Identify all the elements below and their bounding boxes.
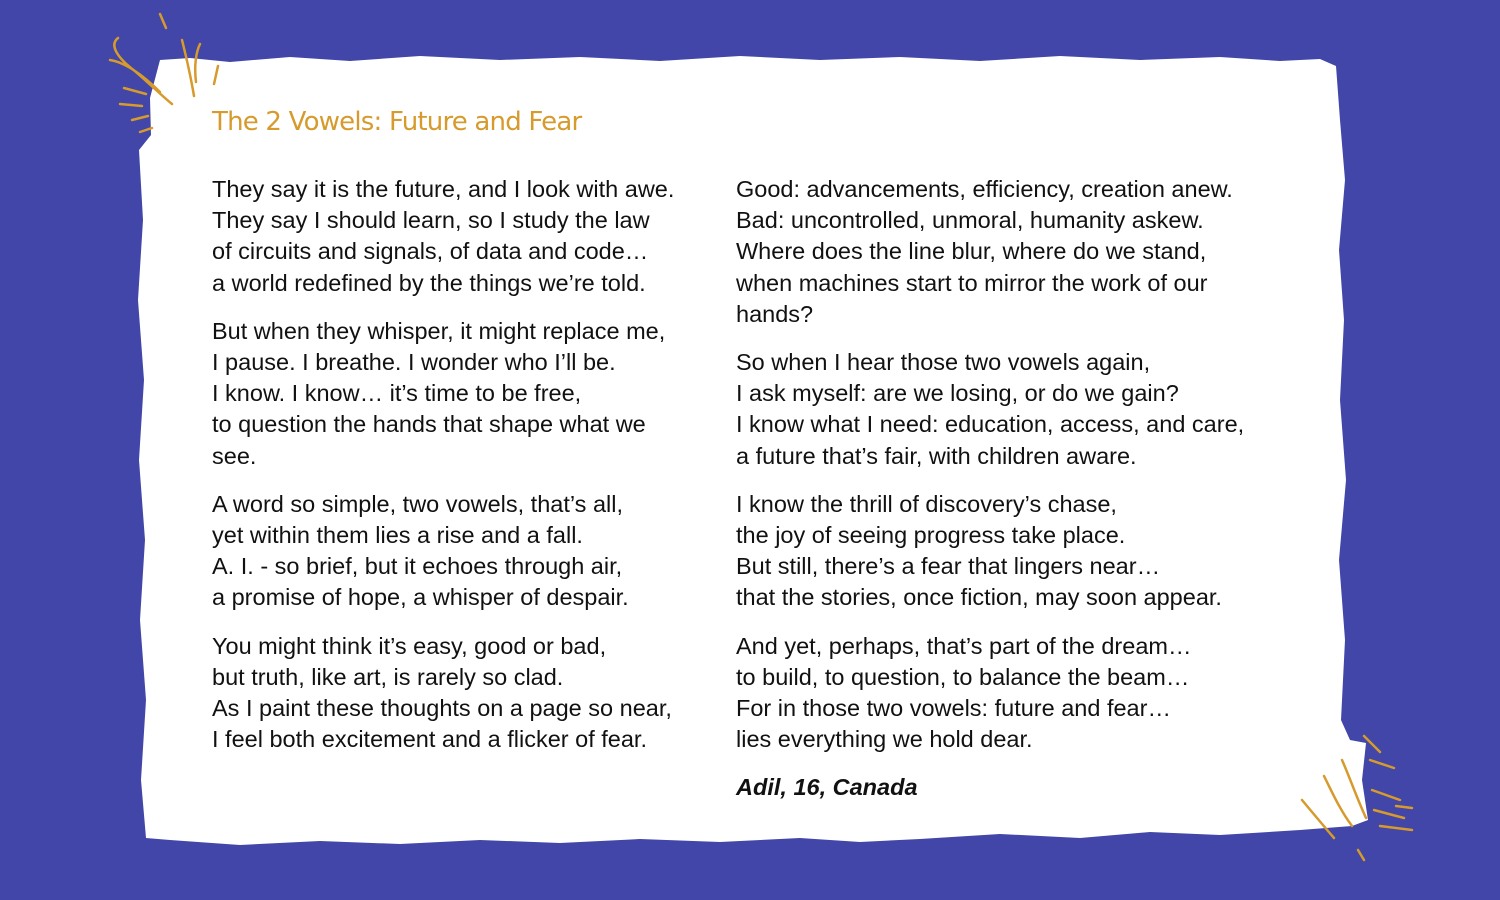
- poem-line: Good: advancements, efficiency, creation anew.: [736, 176, 1233, 202]
- poem-line: a promise of hope, a whisper of despair.: [212, 584, 629, 611]
- poem-line: So when I hear those two vowels again,: [736, 349, 1151, 376]
- stanza: [736, 174, 1296, 330]
- poem-line: And yet, perhaps, that’s part of the dream…: [736, 632, 1192, 659]
- poem-line: to question the hands that shape what we: [212, 411, 646, 438]
- poem-column-right: [736, 174, 1296, 804]
- stanza: [736, 347, 1296, 472]
- stanza: [212, 316, 772, 472]
- poem-line: A. I. - so brief, but it echoes through air,: [212, 553, 623, 580]
- poem-line: to build, to question, to balance the beam…: [736, 663, 1190, 690]
- poem-line: yet within them lies a rise and a fall.: [212, 522, 583, 549]
- poem-line: see.: [212, 442, 257, 469]
- poem-line: when machines start to mirror the work of our: [736, 269, 1208, 296]
- poem-line: a future that’s fair, with children aware.: [736, 442, 1137, 469]
- poem-line: For in those two vowels: future and fear…: [736, 695, 1171, 722]
- poem-line: a world redefined by the things we’re told.: [212, 269, 646, 296]
- poem-line: of circuits and signals, of data and code…: [212, 238, 649, 265]
- poem-line: They say it is the future, and I look with awe.: [212, 176, 675, 202]
- poem-line: I know what I need: education, access, and care,: [736, 411, 1245, 438]
- poem-title: The 2 Vowels: Future and Fear: [212, 107, 582, 137]
- poem-line: I pause. I breathe. I wonder who I’ll be.: [212, 349, 616, 376]
- stanza: [736, 489, 1296, 614]
- poem-line: You might think it’s easy, good or bad,: [212, 632, 607, 659]
- author-credit: Adil, 16, Canada: [736, 774, 918, 801]
- poem-line: I know the thrill of discovery’s chase,: [736, 490, 1117, 517]
- stanza: [212, 631, 772, 756]
- poem-line: They say I should learn, so I study the law: [212, 207, 650, 234]
- poem-line: I feel both excitement and a flicker of fear.: [212, 726, 647, 753]
- poem-line: the joy of seeing progress take place.: [736, 522, 1126, 549]
- stanza: [212, 174, 772, 299]
- poem-column-left: [212, 174, 772, 772]
- poem-line: But when they whisper, it might replace me,: [212, 317, 666, 344]
- poem-line: but truth, like art, is rarely so clad.: [212, 663, 564, 690]
- stanza: [736, 631, 1296, 756]
- poem-line: lies everything we hold dear.: [736, 726, 1033, 753]
- poem-line: I know. I know… it’s time to be free,: [212, 380, 582, 407]
- poem-line: hands?: [736, 300, 814, 327]
- poem-line: A word so simple, two vowels, that’s all,: [212, 490, 623, 517]
- poem-line: But still, there’s a fear that lingers near…: [736, 553, 1161, 580]
- stanza: [212, 489, 772, 614]
- poem-line: As I paint these thoughts on a page so near,: [212, 695, 672, 722]
- poem-line: that the stories, once fiction, may soon appear.: [736, 584, 1222, 611]
- poem-line: Where does the line blur, where do we stand,: [736, 238, 1207, 265]
- poem-line: I ask myself: are we losing, or do we gain?: [736, 380, 1179, 407]
- poem-line: Bad: uncontrolled, unmoral, humanity askew.: [736, 207, 1204, 234]
